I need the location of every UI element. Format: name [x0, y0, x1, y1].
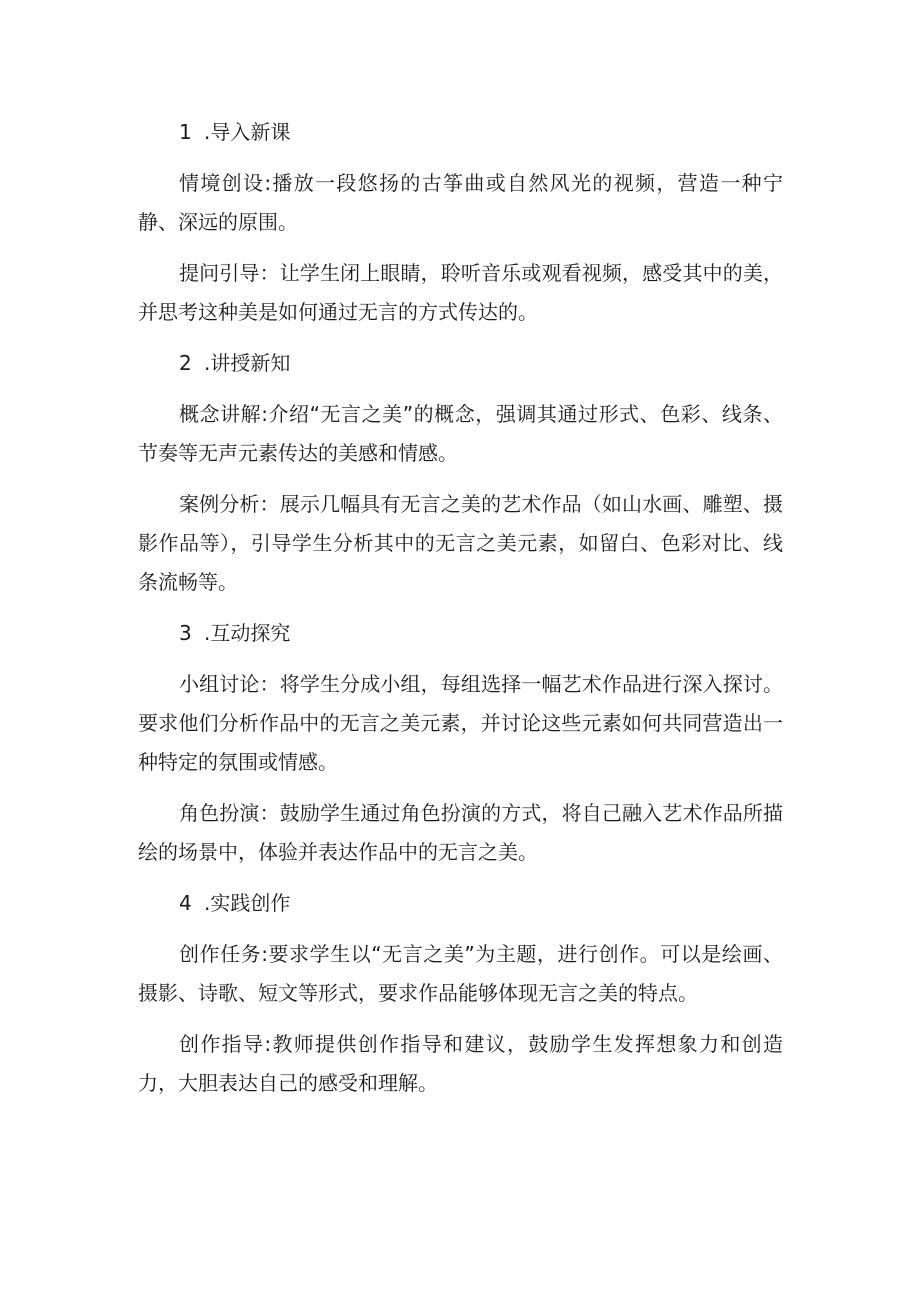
paragraph: 案例分析：展示几幅具有无言之美的艺术作品（如山水画、雕塑、摄影作品等），引导学生分析其中的无言之美元素，如留白、色彩对比、线条流畅等。 — [138, 492, 783, 594]
section-heading-3 — [138, 614, 783, 653]
paragraph: 情境创设:播放一段悠扬的古筝曲或自然风光的视频，营造一种宁静、深远的原围。 — [138, 171, 783, 234]
section-heading-2 — [138, 344, 783, 383]
paragraph: 创作指导:教师提供创作指导和建议，鼓励学生发挥想象力和创造力，大胆表达自己的感受和理解。 — [138, 1032, 783, 1095]
document-body — [138, 113, 783, 1115]
section-title: .导入新课 — [204, 120, 291, 144]
section-title: .实践创作 — [204, 891, 291, 915]
section-title: .互动探究 — [204, 621, 291, 645]
section-title: .讲授新知 — [204, 351, 291, 375]
paragraph: 小组讨论：将学生分成小组，每组选择一幅艺术作品进行深入探讨。要求他们分析作品中的无言之美元素，并讨论这些元素如何共同营造出一种特定的氛围或情感。 — [138, 672, 783, 774]
paragraph: 概念讲解:介绍“无言之美”的概念，强调其通过形式、色彩、线条、节奏等无声元素传达的美感和情感。 — [138, 402, 783, 465]
section-number: 1 — [179, 120, 192, 144]
paragraph: 创作任务:要求学生以“无言之美”为主题，进行创作。可以是绘画、摄影、诗歌、短文等形式，要求作品能够体现无言之美的特点。 — [138, 942, 783, 1005]
paragraph: 角色扮演：鼓励学生通过角色扮演的方式，将自己融入艺术作品所描绘的场景中，体验并表达作品中的无言之美。 — [138, 801, 783, 864]
section-number: 2 — [179, 351, 192, 375]
section-heading-1 — [138, 113, 783, 152]
section-number: 3 — [179, 621, 192, 645]
section-heading-4 — [138, 884, 783, 923]
paragraph: 提问引导：让学生闭上眼睛，聆听音乐或观看视频，感受其中的美，并思考这种美是如何通过无言的方式传达的。 — [138, 261, 783, 324]
section-number: 4 — [179, 891, 192, 915]
